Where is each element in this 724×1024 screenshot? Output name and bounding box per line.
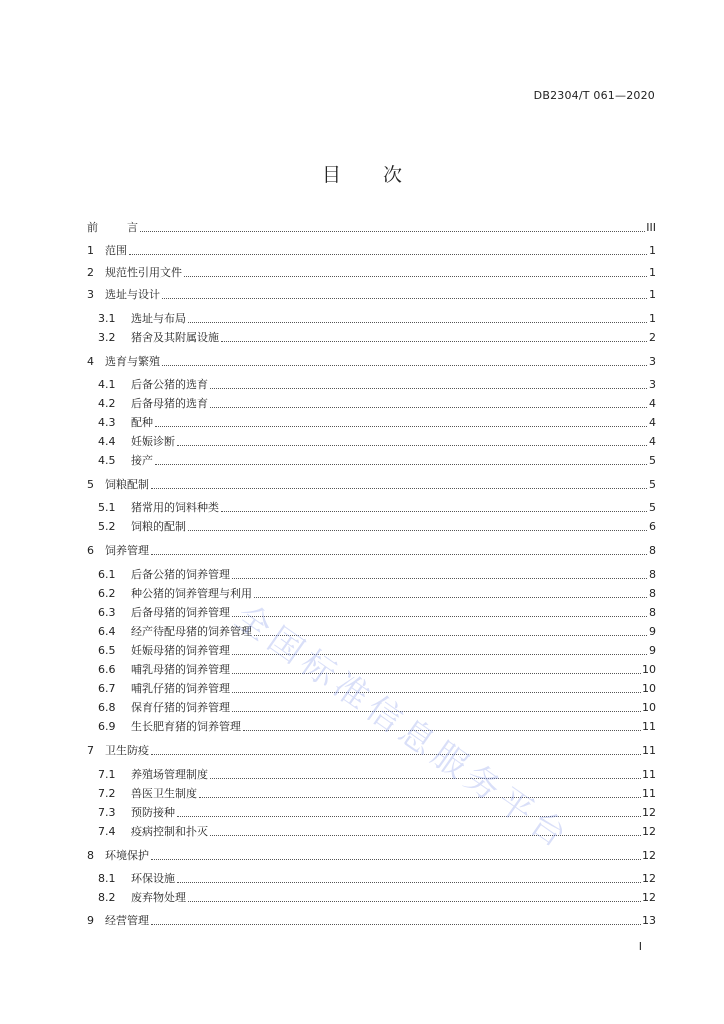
toc-leader-dots [162, 365, 647, 366]
toc-leader-dots [221, 341, 647, 342]
toc-entry-label: 后备母猪的饲养管理 [131, 606, 230, 619]
page-number: I [638, 940, 642, 953]
toc-entry-page: 13 [642, 914, 656, 927]
toc-entry[interactable] [98, 376, 656, 392]
toc-entry-label: 后备公猪的饲养管理 [131, 568, 230, 581]
toc-entry[interactable] [87, 242, 656, 258]
toc-entry-number: 4.5 [98, 454, 116, 467]
toc-entry-number: 6.9 [98, 720, 116, 733]
toc-leader-dots [177, 445, 647, 446]
toc-entry-label: 兽医卫生制度 [131, 787, 197, 800]
toc-leader-dots [155, 426, 647, 427]
toc-entry-label: 后备母猪的选育 [131, 397, 208, 410]
toc-entry[interactable] [98, 623, 656, 639]
toc-leader-dots [151, 488, 647, 489]
toc-leader-dots [162, 298, 647, 299]
toc-entry[interactable] [98, 329, 656, 345]
toc-entry-page: 12 [642, 849, 656, 862]
toc-entry-label: 疫病控制和扑灭 [131, 825, 208, 838]
toc-entry[interactable] [98, 499, 656, 515]
toc-entry[interactable] [98, 785, 656, 801]
toc-entry-number: 7.1 [98, 768, 116, 781]
toc-entry-number: 2 [87, 266, 94, 279]
toc-leader-dots [184, 276, 647, 277]
toc-entry[interactable] [98, 642, 656, 658]
toc-entry[interactable] [87, 286, 656, 302]
toc-entry-label: 选育与繁殖 [105, 355, 160, 368]
toc-entry-number: 4.1 [98, 378, 116, 391]
toc-leader-dots [177, 816, 641, 817]
toc-leader-dots [254, 597, 647, 598]
toc-entry-page: 10 [642, 682, 656, 695]
document-number: DB2304/T 061—2020 [533, 89, 655, 102]
toc-leader-dots [151, 554, 647, 555]
toc-entry-number: 6 [87, 544, 94, 557]
toc-entry-page: 6 [649, 520, 656, 533]
toc-entry-label: 饲粮的配制 [131, 520, 186, 533]
toc-entry-number: 4 [87, 355, 94, 368]
toc-entry[interactable] [87, 912, 656, 928]
toc-entry-number: 6.8 [98, 701, 116, 714]
toc-entry-label: 规范性引用文件 [105, 266, 182, 279]
toc-leader-dots [210, 835, 641, 836]
toc-entry[interactable] [98, 566, 656, 582]
toc-entry-label: 猪舍及其附属设施 [131, 331, 219, 344]
toc-entry-page: 1 [649, 312, 656, 325]
toc-entry[interactable] [87, 542, 656, 558]
page-title [0, 160, 724, 187]
toc-entry-number: 6.7 [98, 682, 116, 695]
toc-entry-label: 言 [127, 221, 138, 234]
toc-entry[interactable] [98, 518, 656, 534]
toc-entry-page: 8 [649, 568, 656, 581]
toc-entry-label: 废弃物处理 [131, 891, 186, 904]
toc-entry-label: 选址与布局 [131, 312, 186, 325]
toc-entry-page: 8 [649, 587, 656, 600]
toc-entry-number: 1 [87, 244, 94, 257]
toc-entry-number: 8 [87, 849, 94, 862]
toc-entry-label: 妊娠诊断 [131, 435, 175, 448]
toc-entry-page: 1 [649, 288, 656, 301]
toc-entry-page: 5 [649, 454, 656, 467]
toc-leader-dots [188, 322, 647, 323]
toc-entry[interactable] [98, 433, 656, 449]
toc-entry-label: 保育仔猪的饲养管理 [131, 701, 230, 714]
toc-leader-dots [155, 464, 647, 465]
toc-entry[interactable] [98, 414, 656, 430]
toc-entry-number: 3 [87, 288, 94, 301]
toc-leader-dots [188, 530, 647, 531]
toc-entry[interactable] [98, 889, 656, 905]
toc-entry[interactable] [98, 604, 656, 620]
toc-entry-label: 后备公猪的选育 [131, 378, 208, 391]
title-char-1: 目 [321, 164, 341, 186]
toc-entry-page: 1 [649, 244, 656, 257]
toc-leader-dots [210, 407, 647, 408]
toc-entry[interactable] [87, 219, 656, 235]
toc-entry-number: 7.2 [98, 787, 116, 800]
toc-leader-dots [210, 778, 641, 779]
toc-leader-dots [221, 511, 647, 512]
toc-entry-page: 10 [642, 701, 656, 714]
toc-leader-dots [232, 692, 641, 693]
toc-entry-label: 选址与设计 [105, 288, 160, 301]
toc-entry-page: 2 [649, 331, 656, 344]
toc-entry[interactable] [98, 804, 656, 820]
toc-entry-page: 1 [649, 266, 656, 279]
toc-entry-page: 11 [642, 768, 656, 781]
toc-entry-number: 3.2 [98, 331, 116, 344]
title-char-2: 次 [383, 164, 403, 186]
toc-entry[interactable] [87, 742, 656, 758]
toc-leader-dots [129, 254, 647, 255]
toc-entry-label: 猪常用的饲料种类 [131, 501, 219, 514]
toc-entry-number: 5.1 [98, 501, 116, 514]
toc-entry-label: 养殖场管理制度 [131, 768, 208, 781]
toc-leader-dots [177, 882, 641, 883]
toc-entry-number: 6.6 [98, 663, 116, 676]
toc-entry-number: 6.2 [98, 587, 116, 600]
watermark: 全国标准信息服务平台 [227, 596, 579, 859]
toc-entry-page: 11 [642, 720, 656, 733]
toc-entry-number: 8.2 [98, 891, 116, 904]
toc-entry-number: 4.3 [98, 416, 116, 429]
toc-entry-page: 10 [642, 663, 656, 676]
toc-entry-label: 预防接种 [131, 806, 175, 819]
toc-entry-number: 6.1 [98, 568, 116, 581]
toc-entry[interactable] [98, 310, 656, 326]
toc-entry-label: 环境保护 [105, 849, 149, 862]
toc-entry-label: 经营管理 [105, 914, 149, 927]
toc-entry-label: 哺乳母猪的饲养管理 [131, 663, 230, 676]
toc-entry-number: 7.3 [98, 806, 116, 819]
toc-entry-page: 4 [649, 397, 656, 410]
toc-entry-number: 6.4 [98, 625, 116, 638]
toc-entry-page: 3 [649, 355, 656, 368]
toc-entry-number: 6.3 [98, 606, 116, 619]
toc-entry-number: 9 [87, 914, 94, 927]
toc-entry-number: 4.2 [98, 397, 116, 410]
toc-entry-label: 环保设施 [131, 872, 175, 885]
toc-entry-page: 4 [649, 416, 656, 429]
toc-entry-number: 8.1 [98, 872, 116, 885]
toc-entry-number: 5 [87, 478, 94, 491]
toc-entry-label: 经产待配母猪的饲养管理 [131, 625, 252, 638]
toc-entry-number: 前 [87, 221, 98, 234]
toc-entry-number: 6.5 [98, 644, 116, 657]
toc-entry-label: 配种 [131, 416, 153, 429]
toc-leader-dots [232, 711, 641, 712]
toc-entry-page: 9 [649, 644, 656, 657]
toc-entry-page: 5 [649, 501, 656, 514]
toc-entry-label: 种公猪的饲养管理与利用 [131, 587, 252, 600]
toc-entry-number: 4.4 [98, 435, 116, 448]
toc-entry-page: 12 [642, 891, 656, 904]
toc-entry-label: 哺乳仔猪的饲养管理 [131, 682, 230, 695]
toc-leader-dots [188, 901, 641, 902]
toc-entry-page: 4 [649, 435, 656, 448]
toc-entry-label: 卫生防疫 [105, 744, 149, 757]
toc-entry-number: 7 [87, 744, 94, 757]
toc-entry[interactable] [98, 870, 656, 886]
toc-leader-dots [151, 754, 641, 755]
toc-entry[interactable] [87, 264, 656, 280]
toc-entry-page: 11 [642, 744, 656, 757]
toc-entry-label: 范围 [105, 244, 127, 257]
toc-entry-page: 12 [642, 872, 656, 885]
toc-entry-page: 8 [649, 544, 656, 557]
toc-entry[interactable] [98, 766, 656, 782]
toc-leader-dots [140, 231, 645, 232]
toc-entry-number: 7.4 [98, 825, 116, 838]
toc-entry-label: 接产 [131, 454, 153, 467]
toc-entry-number: 3.1 [98, 312, 116, 325]
toc-entry[interactable] [98, 585, 656, 601]
toc-leader-dots [151, 859, 641, 860]
toc-entry-page: 5 [649, 478, 656, 491]
toc-entry[interactable] [87, 476, 656, 492]
toc-entry[interactable] [98, 452, 656, 468]
toc-entry[interactable] [87, 847, 656, 863]
toc-entry-label: 饲粮配制 [105, 478, 149, 491]
toc-leader-dots [210, 388, 647, 389]
toc-entry-page: 12 [642, 806, 656, 819]
toc-entry-label: 饲养管理 [105, 544, 149, 557]
toc-entry-page: 12 [642, 825, 656, 838]
toc-entry-page: 3 [649, 378, 656, 391]
toc-entry[interactable] [87, 353, 656, 369]
toc-leader-dots [232, 578, 647, 579]
toc-leader-dots [199, 797, 641, 798]
toc-entry-number: 5.2 [98, 520, 116, 533]
toc-leader-dots [151, 924, 641, 925]
toc-entry[interactable] [98, 395, 656, 411]
toc-entry-page: 8 [649, 606, 656, 619]
toc-entry-label: 妊娠母猪的饲养管理 [131, 644, 230, 657]
toc-entry-page: III [646, 221, 656, 234]
toc-entry-page: 9 [649, 625, 656, 638]
toc-entry-page: 11 [642, 787, 656, 800]
toc-entry-label: 生长肥育猪的饲养管理 [131, 720, 241, 733]
